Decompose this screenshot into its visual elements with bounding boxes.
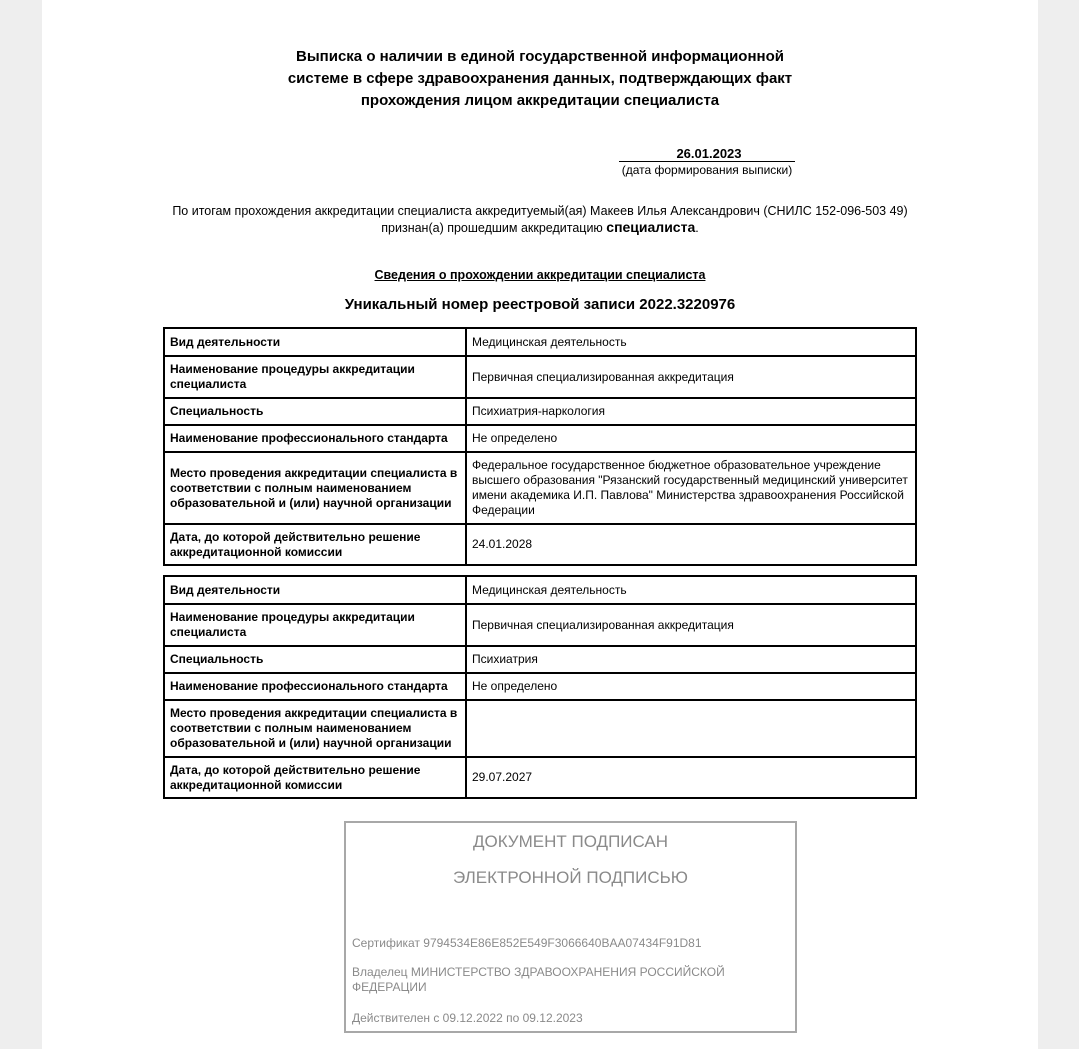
row-value: Первичная специализированная аккредитация (466, 604, 916, 646)
intro-line (142, 219, 938, 236)
accreditation-table-1 (163, 327, 917, 566)
row-value: Не определено (466, 673, 916, 700)
row-value: 29.07.2027 (466, 757, 916, 798)
signature-validity: Действителен с 09.12.2022 по 09.12.2023 (352, 1011, 583, 1025)
row-label: Наименование профессионального стандарта (164, 425, 466, 452)
document-page (42, 0, 1038, 1049)
row-value: Психиатрия (466, 646, 916, 673)
row-label: Дата, до которой действительно решение аккредитационной комиссии (164, 524, 466, 565)
row-label: Наименование процедуры аккредитации специалиста (164, 356, 466, 398)
intro-suffix: . (695, 221, 699, 235)
formation-date: 26.01.2023 (619, 146, 795, 162)
accreditation-table-2 (163, 575, 917, 799)
row-label: Вид деятельности (164, 576, 466, 604)
table-row (164, 398, 916, 425)
row-label: Специальность (164, 398, 466, 425)
row-value: Медицинская деятельность (466, 576, 916, 604)
table-row (164, 757, 916, 798)
section-heading: Сведения о прохождении аккредитации специалиста (374, 268, 706, 282)
row-value: Психиатрия-наркология (466, 398, 916, 425)
row-value: 24.01.2028 (466, 524, 916, 565)
table-row (164, 328, 916, 356)
table-row (164, 356, 916, 398)
row-value: Первичная специализированная аккредитация (466, 356, 916, 398)
row-label: Место проведения аккредитации специалиста в соответствии с полным наименованием образовательной и (или) научной организации (164, 452, 466, 524)
intro-line: По итогам прохождения аккредитации специалиста аккредитуемый(ая) Макеев Илья Александрович (СНИЛС 152-096-503 49) (172, 204, 908, 218)
table-row (164, 646, 916, 673)
formation-date-caption: (дата формирования выписки) (621, 163, 793, 177)
table-row (164, 576, 916, 604)
title-line: системе в сфере здравоохранения данных, подтверждающих факт (287, 70, 793, 87)
table-row (164, 425, 916, 452)
row-label: Дата, до которой действительно решение аккредитационной комиссии (164, 757, 466, 798)
row-value (466, 700, 916, 757)
intro-paragraph (142, 203, 938, 236)
registry-number: Уникальный номер реестровой записи 2022.3220976 (344, 296, 736, 313)
row-value: Медицинская деятельность (466, 328, 916, 356)
table-row (164, 524, 916, 565)
formation-date-block (619, 146, 795, 178)
title-line: прохождения лицом аккредитации специалиста (360, 92, 720, 109)
row-value: Не определено (466, 425, 916, 452)
signature-subheading: ЭЛЕКТРОННОЙ ПОДПИСЬЮ (453, 868, 688, 887)
table-row (164, 604, 916, 646)
signature-certificate: Сертификат 9794534E86E852E549F3066640BAA07434F91D81 (352, 936, 702, 950)
intro-bold: специалиста (606, 219, 696, 235)
intro-prefix: признан(а) прошедшим аккредитацию (381, 221, 607, 235)
table-row (164, 700, 916, 757)
row-value: Федеральное государственное бюджетное образовательное учреждение высшего образования "Рязанский государственный медицинский университет имени академика И.П. Павлова" Министерства здравоохранения Российской Федерации (466, 452, 916, 524)
title-line: Выписка о наличии в единой государственной информационной (296, 48, 784, 65)
signature-owner: Владелец МИНИСТЕРСТВО ЗДРАВООХРАНЕНИЯ РОССИЙСКОЙ ФЕДЕРАЦИИ (352, 965, 725, 994)
table-row (164, 673, 916, 700)
row-label: Наименование процедуры аккредитации специалиста (164, 604, 466, 646)
row-label: Место проведения аккредитации специалиста в соответствии с полным наименованием образовательной и (или) научной организации (164, 700, 466, 757)
document-title (42, 46, 1038, 112)
table-row (164, 452, 916, 524)
row-label: Наименование профессионального стандарта (164, 673, 466, 700)
signature-heading: ДОКУМЕНТ ПОДПИСАН (472, 832, 669, 851)
electronic-signature-stamp (344, 821, 797, 1033)
row-label: Специальность (164, 646, 466, 673)
row-label: Вид деятельности (164, 328, 466, 356)
